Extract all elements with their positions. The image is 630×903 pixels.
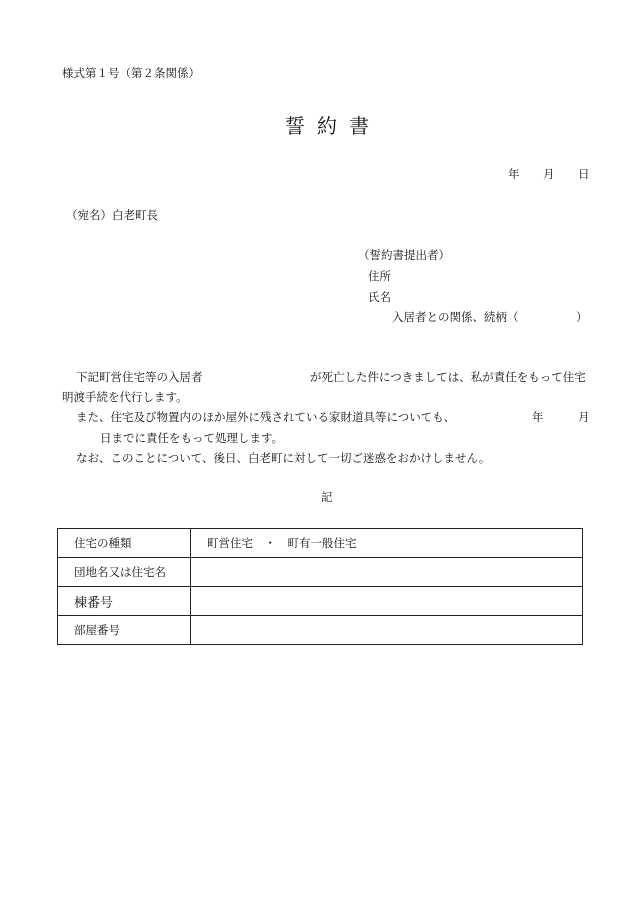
table-row: [58, 616, 583, 645]
relation-close: ）: [576, 310, 588, 324]
row-value-room-number: [191, 616, 583, 645]
table-row: [58, 529, 583, 558]
row-label-building-number: 棟番号: [58, 587, 191, 616]
row-label-room-number: 部屋番号: [58, 616, 191, 645]
body-p1-start: 下記町営住宅等の入居者: [76, 370, 203, 384]
addressee: （宛名）白老町長: [66, 208, 158, 222]
row-label-housing-type: 住宅の種類: [58, 529, 191, 558]
document-title: 誓約書: [285, 114, 381, 138]
date-month: 月: [543, 167, 555, 181]
row-value-complex-name: [191, 558, 583, 587]
body-p2-year: 年: [532, 410, 544, 424]
row-label-complex-name: 団地名又は住宅名: [58, 558, 191, 587]
body-p2-month: 月: [578, 410, 590, 424]
row-value-building-number: [191, 587, 583, 616]
table-row: [58, 587, 583, 616]
date-year: 年: [508, 167, 520, 181]
body-p3: なお、このことについて、後日、白老町に対して一切ご迷惑をおかけしません。: [76, 451, 491, 465]
date-day: 日: [578, 167, 590, 181]
relation-label: 入居者との関係、続柄（: [392, 310, 519, 324]
body-p2-cont: 日までに責任をもって処理します。: [100, 431, 284, 445]
submitter-heading: （誓約書提出者）: [358, 248, 450, 262]
submitter-address-label: 住所: [368, 269, 391, 283]
housing-info-table: [57, 528, 583, 645]
body-p1-mid: が死亡した件につきましては、私が責任をもって住宅: [310, 370, 586, 384]
body-p2-start: また、住宅及び物置内のほか屋外に残されている家財道具等についても、: [76, 410, 456, 424]
form-number: 様式第１号（第２条関係）: [62, 66, 200, 80]
submitter-name-label: 氏名: [368, 290, 391, 304]
row-value-housing-type: 町営住宅 ・ 町有一般住宅: [191, 529, 583, 558]
ki-label: 記: [321, 490, 333, 504]
table-row: [58, 558, 583, 587]
body-p1-cont: 明渡手続を代行します。: [62, 390, 188, 404]
